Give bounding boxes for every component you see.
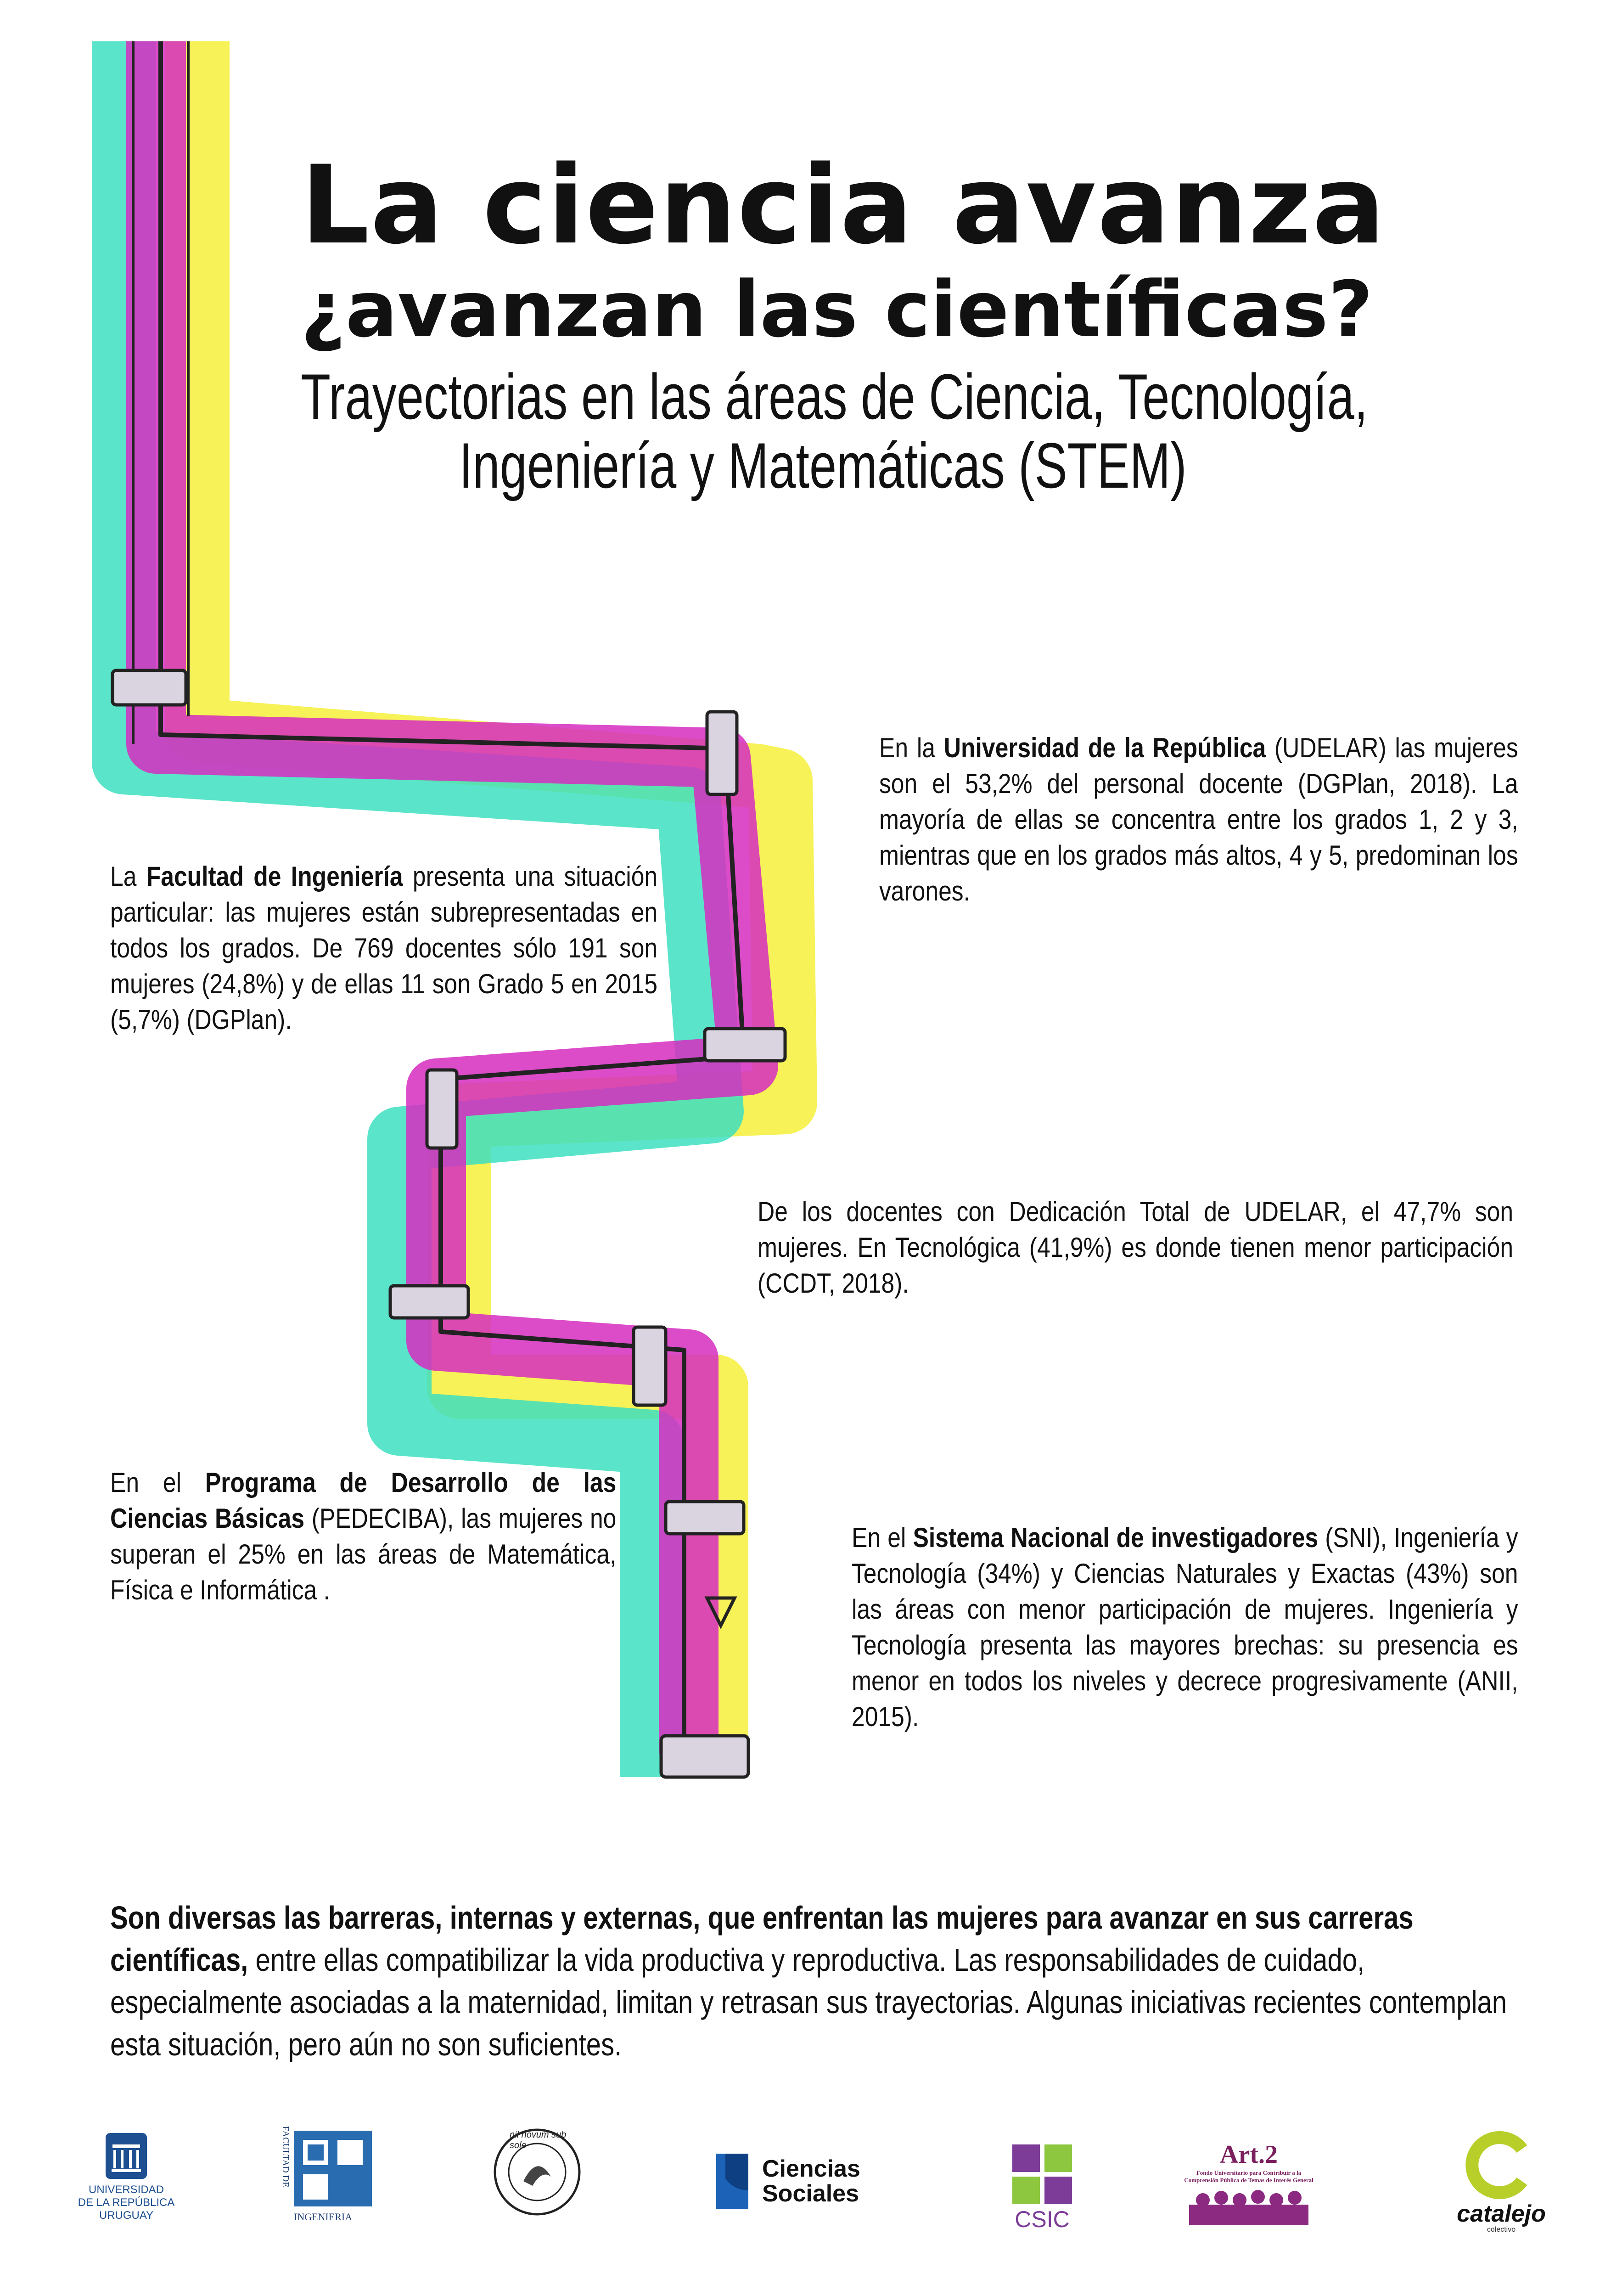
udelar-logo-line2: DE LA REPÚBLICA <box>78 2196 175 2209</box>
udelar-shield-icon <box>103 2131 149 2181</box>
ciencias-sociales-logo <box>716 2154 868 2213</box>
catalejo-tag: colectivo <box>1487 2226 1516 2234</box>
art2-logo <box>1162 2140 1336 2241</box>
ingenieria-paragraph: La Facultad de Ingeniería presenta una situación particular: las mujeres están subrepresentadas en todos los grados. De 769 docentes sólo 191 son mujeres (24,8%) y de ellas 11 son Grado 5 en 2015 (5,7%) (DGPlan). <box>110 861 658 1035</box>
ciencias-sociales-line1: Ciencias <box>762 2155 860 2182</box>
subtitle-line-1: Trayectorias en las áreas de Ciencia, Tecnología, <box>301 360 1368 433</box>
udelar-logo-line1: UNIVERSIDAD <box>88 2183 164 2196</box>
conclusion-paragraph: Son diversas las barreras, internas y externas, que enfrentan las mujeres para avanzar en sus carreras científicas, entre ellas compatibilizar la vida productiva y reproductiva. Las responsabilidades de cuidado, especialmente asociadas a la maternidad, limitan y retrasan sus trayectorias. Algunas iniciativas recientes contemplan esta situación, pero aún no son suficientes. <box>110 1900 1507 2062</box>
csic-mark-icon <box>1012 2144 1072 2204</box>
seal-motto: nil novum sub sole <box>510 2130 567 2150</box>
udelar-logo-line3: URUGUAY <box>99 2209 154 2222</box>
fing-mark-icon <box>294 2131 372 2206</box>
catalejo-logo <box>1446 2131 1556 2241</box>
fing-logo-top: FACULTAD DE <box>281 2126 291 2188</box>
art2-title: Art.2 <box>1220 2140 1278 2169</box>
csic-logo <box>1005 2144 1079 2236</box>
udelar-paragraph: En la Universidad de la República (UDELAR) las mujeres son el 53,2% del personal docente (DGPlan, 2018). La mayoría de ellas se concentra entre los grados 1, 2 y 3, mientras que en los grados más altos, 4 y 5, predominan los varones. <box>879 732 1518 906</box>
sni-paragraph: En el Sistema Nacional de investigadores (SNI), Ingeniería y Tecnología (34%) y Ciencias Naturales y Exactas (43%) son las áreas con menor participación de mujeres. Ingeniería y Tecnología presenta las mayores brechas: su presencia es menor en todos los niveles y decrece progresivamente (ANII, 2015). <box>852 1522 1518 1732</box>
ciencias-sociales-mark-icon <box>716 2154 758 2209</box>
art2-crowd-icon <box>1189 2184 1308 2225</box>
art2-line2: Comprensión Pública de Temas de Interés General <box>1184 2177 1313 2183</box>
subtitle-line-2: Ingeniería y Matemáticas (STEM) <box>459 429 1187 501</box>
dedicacion-paragraph: De los docentes con Dedicación Total de UDELAR, el 47,7% son mujeres. En Tecnológica (41,9%) es donde tienen menor participación (CCDT, 2018). <box>758 1196 1514 1299</box>
main-title-line-1: La ciencia avanza <box>301 143 1386 268</box>
udelar-logo <box>69 2131 184 2236</box>
seal-logo <box>491 2126 583 2218</box>
fing-logo <box>280 2126 381 2232</box>
fing-logo-bottom: INGENIERIA <box>294 2211 353 2223</box>
ciencias-sociales-line2: Sociales <box>762 2180 859 2207</box>
csic-label: CSIC <box>1015 2206 1070 2232</box>
art2-line1: Fondo Universitario para Contribuir a la <box>1196 2169 1302 2176</box>
pedeciba-paragraph: En el Programa de Desarrollo de las Ciencias Básicas (PEDECIBA), las mujeres no superan el 25% en las áreas de Matemática, Física e Informática . <box>110 1467 617 1605</box>
catalejo-name: catalejo <box>1457 2200 1546 2227</box>
catalejo-c-icon <box>1465 2131 1538 2200</box>
main-title-line-2: ¿avanzan las científicas? <box>301 264 1373 355</box>
